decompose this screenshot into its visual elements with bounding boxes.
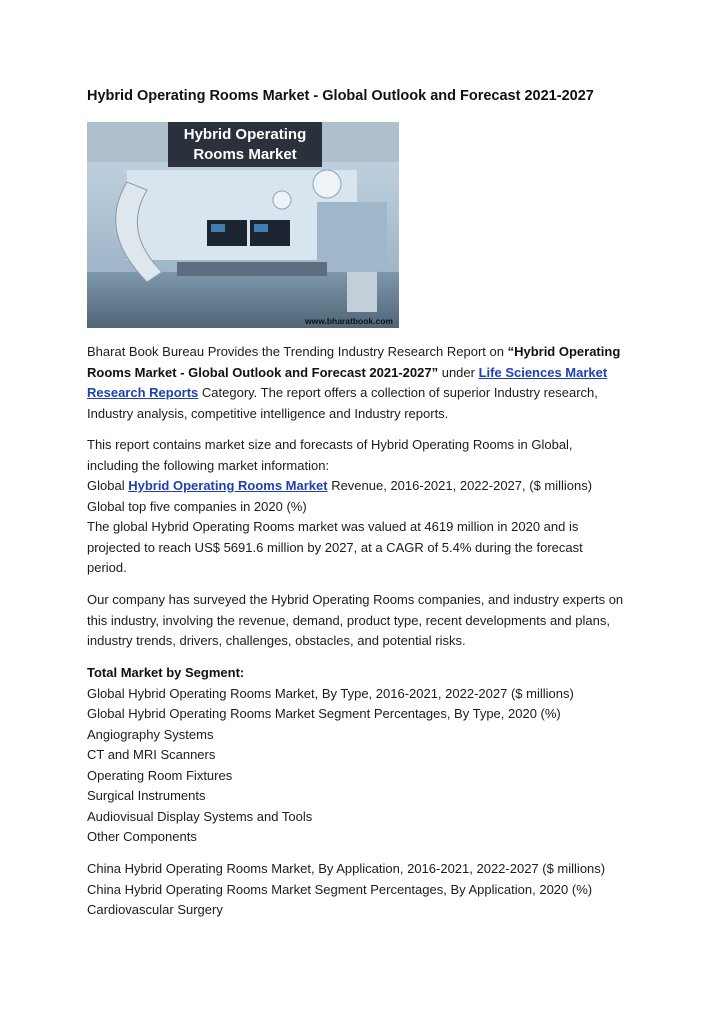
- para-line: Global: [87, 478, 129, 493]
- survey-paragraph: [87, 590, 635, 652]
- document-title: Hybrid Operating Rooms Market - Global Outlook and Forecast 2021-2027: [87, 88, 594, 104]
- hybrid-or-market-link[interactable]: Hybrid Operating Rooms Market: [128, 478, 328, 493]
- para-line: This report contains market size and forecasts of Hybrid Operating Rooms in Global,: [87, 437, 573, 452]
- para-line: Revenue, 2016-2021, 2022-2027, ($ millions): [327, 478, 593, 493]
- research-reports-link[interactable]: Research Reports: [87, 385, 199, 400]
- segment-item: Operating Room Fixtures: [87, 767, 233, 783]
- intro-text: Industry analysis, competitive intelligence and Industry reports.: [87, 405, 449, 421]
- intro-report-title: “Hybrid Operating: [507, 344, 621, 359]
- intro-text: Bharat Book Bureau Provides the Trending Industry Research Report on: [87, 344, 508, 359]
- hero-watermark-url: www.bharatbook.com: [304, 316, 393, 326]
- segment-item: Audiovisual Display Systems and Tools: [87, 808, 313, 824]
- intro-text: Category. The report offers a collection of superior Industry research,: [198, 385, 598, 400]
- segment-heading: Total Market by Segment:: [87, 665, 245, 680]
- para-line: Global Hybrid Operating Rooms Market Segment Percentages, By Type, 2020 (%): [87, 706, 561, 721]
- segment-item: Angiography Systems: [87, 726, 214, 742]
- para-line: China Hybrid Operating Rooms Market Segment Percentages, By Application, 2020 (%): [87, 881, 593, 897]
- para-line: including the following market information:: [87, 457, 330, 473]
- life-sciences-link[interactable]: Life Sciences Market: [478, 364, 608, 380]
- segment-section: [87, 663, 635, 848]
- intro-text: under: [438, 364, 479, 380]
- segment-item: CT and MRI Scanners: [87, 747, 216, 762]
- intro-report-title-cont: Rooms Market - Global Outlook and Forecast 2021-2027”: [87, 364, 439, 380]
- para-line: this industry, involving the revenue, demand, product type, recent developments and plans,: [87, 612, 610, 628]
- segment-item: Other Components: [87, 829, 197, 844]
- china-section: [87, 859, 635, 921]
- market-info-paragraph: [87, 435, 635, 579]
- hero-banner: Hybrid Operating Rooms Market: [168, 122, 322, 167]
- para-line: projected to reach US$ 5691.6 million by 2027, at a CAGR of 5.4% during the forecast: [87, 539, 583, 555]
- para-line: Cardiovascular Surgery: [87, 902, 223, 917]
- para-line: period.: [87, 560, 127, 575]
- hero-image: [87, 122, 399, 328]
- para-line: Our company has surveyed the Hybrid Operating Rooms companies, and industry experts on: [87, 592, 624, 607]
- segment-item: Surgical Instruments: [87, 788, 206, 803]
- para-line: Global Hybrid Operating Rooms Market, By Type, 2016-2021, 2022-2027 ($ millions): [87, 685, 574, 701]
- intro-paragraph: [87, 342, 635, 424]
- para-line: The global Hybrid Operating Rooms market was valued at 4619 million in 2020 and is: [87, 519, 579, 534]
- para-line: Global top five companies in 2020 (%): [87, 498, 307, 514]
- para-line: China Hybrid Operating Rooms Market, By Application, 2016-2021, 2022-2027 ($ millions): [87, 861, 606, 876]
- para-line: industry trends, drivers, challenges, obstacles, and potential risks.: [87, 633, 466, 648]
